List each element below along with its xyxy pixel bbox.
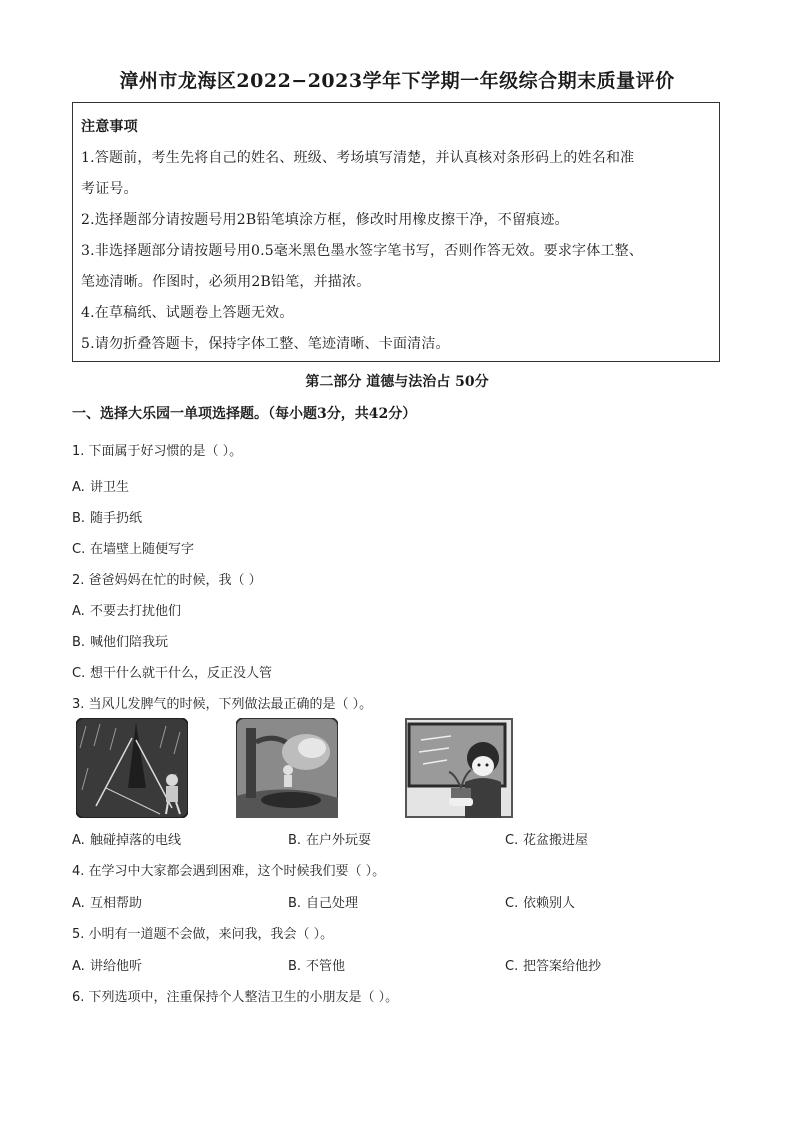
part-title: 第二部分 道德与法治占 50分 [305,374,489,390]
notice-line: 1.答题前，考生先将自己的姓名、班级、考场填写清楚，并认真核对条形码上的姓名和准 [81,150,635,166]
notice-line: 笔迹清晰。作图时，必须用2B铅笔，并描浓。 [81,274,371,290]
question-stem: 1. 下面属于好习惯的是（ ）。 [72,444,243,459]
notice-line: 2.选择题部分请按题号用2B铅笔填涂方框，修改时用橡皮擦干净，不留痕迹。 [81,212,569,228]
section-title: 一、选择大乐园一单项选择题。（每小题3分，共42分） [72,406,417,422]
storm-downed-wire-picture [76,718,188,818]
notice-line: 考证号。 [81,181,138,197]
option-a[interactable]: A. 触碰掉落的电线 [72,833,182,848]
notice-line: 3.非选择题部分请按题号用0.5毫米黑色墨水签字笔书写，否则作答无效。要求字体工整、 [81,243,644,259]
option-c[interactable]: C. 想干什么就干什么，反正没人管 [72,666,273,681]
option-a[interactable]: A. 讲给他听 [72,959,143,974]
question-stem: 6. 下列选项中，注重保持个人整洁卫生的小朋友是（ ）。 [72,990,399,1005]
option-c[interactable]: C. 把答案给他抄 [505,959,602,974]
notice-box [72,102,720,362]
option-b[interactable]: B. 喊他们陪我玩 [72,635,169,650]
option-a[interactable]: A. 讲卫生 [72,480,130,495]
option-a[interactable]: A. 不要去打扰他们 [72,604,182,619]
option-b[interactable]: B. 不管他 [288,959,346,974]
notice-line: 4.在草稿纸、试题卷上答题无效。 [81,305,294,321]
notice-heading: 注意事项 [81,119,138,135]
question-stem: 5. 小明有一道题不会做，来问我，我会（ ）。 [72,927,334,942]
question-stem: 2. 爸爸妈妈在忙的时候，我（ ） [72,573,262,588]
question-stem: 3. 当风儿发脾气的时候，下列做法最正确的是（ ）。 [72,697,373,712]
option-c[interactable]: C. 依赖别人 [505,896,576,911]
option-b[interactable]: B. 自己处理 [288,896,359,911]
notice-line: 5.请勿折叠答题卡，保持字体工整、笔迹清晰、卡面清洁。 [81,336,450,352]
question-stem: 4. 在学习中大家都会遇到困难，这个时候我们要（ ）。 [72,864,386,879]
option-a[interactable]: A. 互相帮助 [72,896,143,911]
option-b[interactable]: B. 在户外玩耍 [288,833,372,848]
option-c[interactable]: C. 花盆搬进屋 [505,833,589,848]
option-b[interactable]: B. 随手扔纸 [72,511,143,526]
moving-flowerpot-indoors-picture [405,718,513,818]
exam-title: 漳州市龙海区2022−2023学年下学期一年级综合期末质量评价 [119,70,675,92]
option-c[interactable]: C. 在墙壁上随便写字 [72,542,195,557]
playing-outdoors-in-wind-picture [236,718,338,818]
